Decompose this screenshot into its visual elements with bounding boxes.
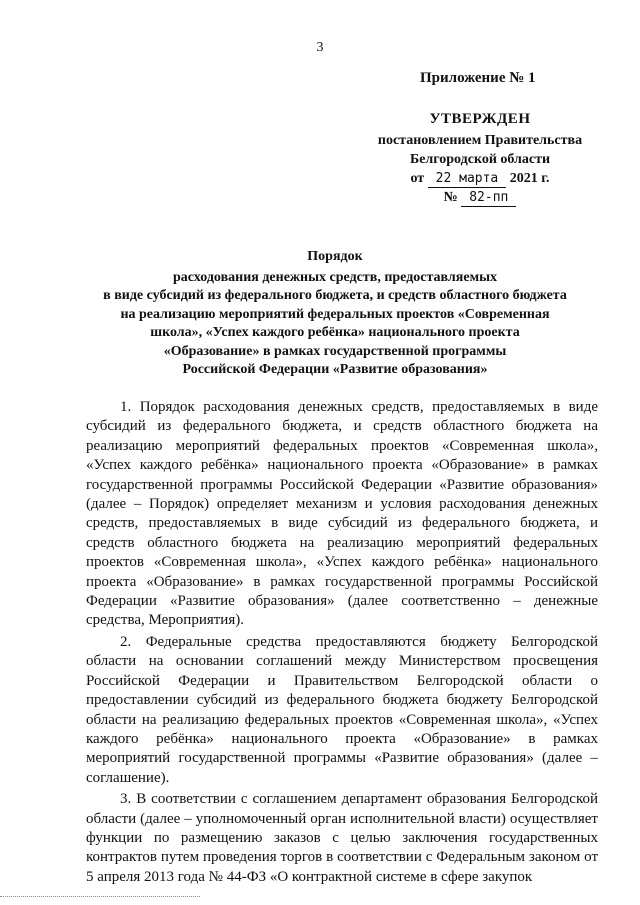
paragraph-2: 2. Федеральные средства предоставляются бюджету Белгородской области на основании соглашений между Министерством просвещения Российской Федерации и Правительством Белгородской области о предоставлении субсидий из федерального бюджета бюджету Белгородской области на реализацию федеральных проектов «Современная школа», «Успех каждого ребёнка» национального проекта «Образование» в рамках мероприятий государственной программы «Развитие образования» (далее – соглашение).: [86, 633, 598, 786]
paragraph-3: 3. В соответствии с соглашением департамент образования Белгородской области (далее – уполномоченный орган исполнительной власти) осуществляет функции по размещению заказов с целью заключения государственных контрактов путем проведения торгов в соответствии с Федеральным законом от 5 апреля 2013 года № 44-ФЗ «О контрактной системе в сфере закупок: [86, 791, 598, 885]
number-prefix: №: [443, 190, 458, 205]
page-number: 3: [316, 40, 324, 55]
page-bottom-divider: [0, 896, 200, 897]
title-line: расходования денежных средств, предоставляемых: [172, 269, 498, 285]
date-value: 22 марта: [428, 171, 507, 188]
title-line: на реализацию мероприятий федеральных проектов «Современная: [120, 306, 550, 322]
title-heading: Порядок: [307, 249, 363, 264]
approval-number: [360, 188, 600, 207]
approval-date: [360, 169, 600, 188]
number-value: 82-пп: [461, 190, 516, 207]
title-line: «Образование» в рамках государственной программы: [163, 343, 507, 359]
appendix-label: Приложение № 1: [420, 70, 536, 86]
date-suffix: 2021 г.: [509, 171, 550, 186]
title-line: в виде субсидий из федерального бюджета, и средств областного бюджета: [103, 288, 567, 303]
paragraph-1: 1. Порядок расходования денежных средств, предоставляемых в виде субсидий из федерального бюджета, и средств областного бюджета на реализацию мероприятий федеральных проектов «Современная школа», «Успех каждого ребёнка» национального проекта «Образование» в рамках государственной программы Российской Федерации «Развитие образования» (далее – Порядок) определяет механизм и условия расходования денежных средств, предоставляемых в виде субсидий из федерального бюджета, и средств областного бюджета на реализацию мероприятий федеральных проектов «Современная школа», «Успех каждого ребёнка» национального проекта «Образование» в рамках государственной программы Российской Федерации «Развитие образования» (далее соответственно – денежные средства, Мероприятия).: [86, 399, 598, 629]
approval-line-1: постановлением Правительства: [377, 133, 583, 148]
approval-line-2: Белгородской области: [409, 152, 551, 167]
document-body: [86, 398, 598, 889]
approval-title: УТВЕРЖДЕН: [429, 111, 531, 127]
date-prefix: от: [410, 171, 425, 186]
title-line: Российской Федерации «Развитие образования»: [182, 362, 488, 377]
approval-stamp: [360, 110, 600, 207]
document-title: [60, 248, 610, 380]
title-line: школа», «Успех каждого ребёнка» национального проекта: [150, 325, 520, 340]
